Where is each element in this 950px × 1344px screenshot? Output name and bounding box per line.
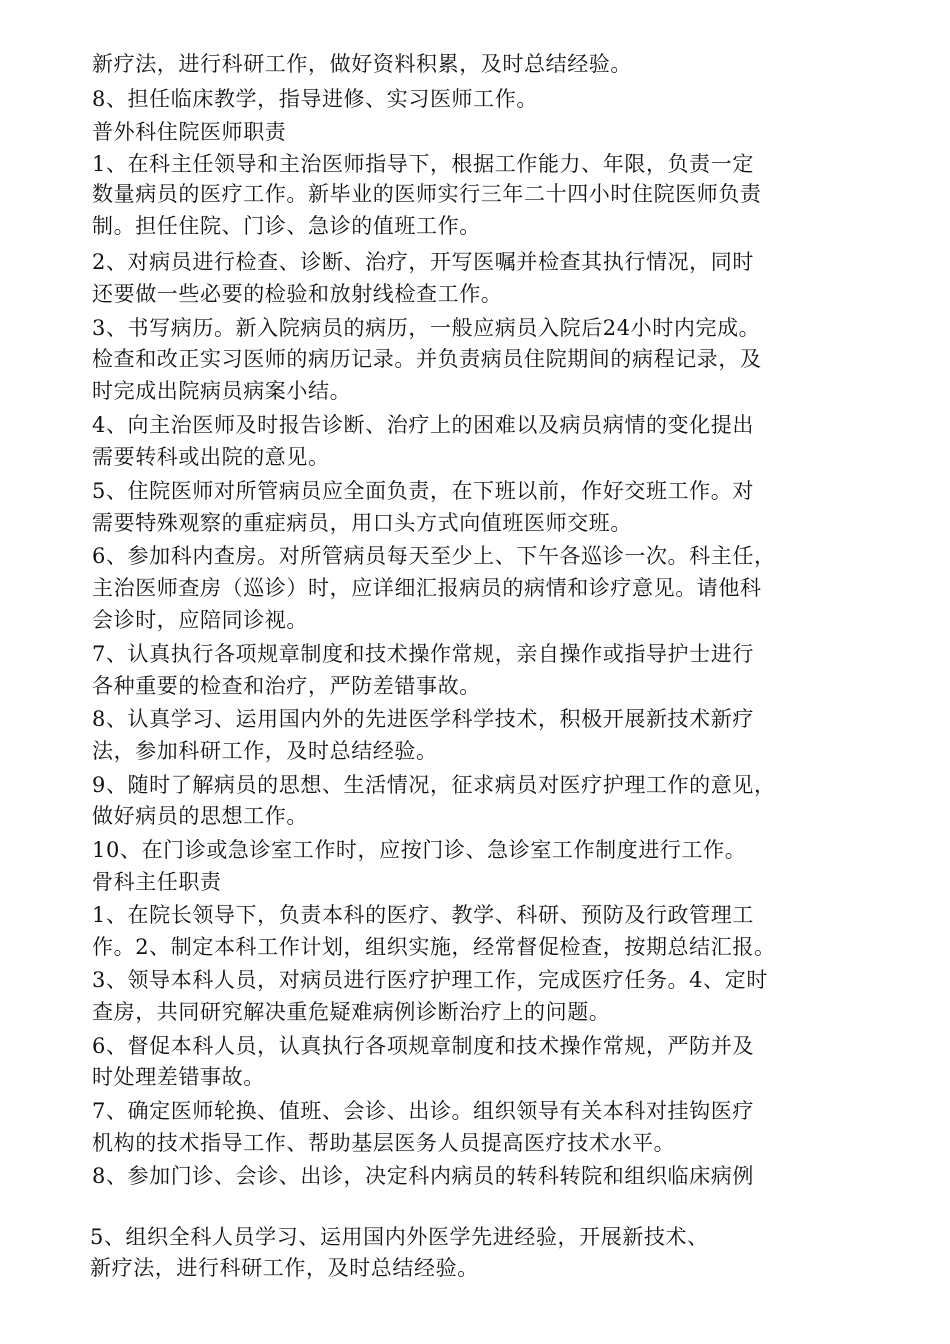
text-line: 6、参加科内查房。对所管病员每天至少上、下午各巡诊一次。科主任， (92, 544, 776, 568)
text-line: 5、住院医师对所管病员应全面负责，在下班以前，作好交班工作。对 (92, 479, 754, 503)
text-line: 1、在院长领导下，负责本科的医疗、教学、科研、预防及行政管理工 (92, 903, 754, 927)
text-line: 法，参加科研工作，及时总结经验。 (92, 739, 438, 763)
text-line: 主治医师查房（巡诊）时，应详细汇报病员的病情和诊疗意见。请他科 (92, 576, 762, 600)
text-line: 时完成出院病员病案小结。 (92, 379, 352, 403)
text-line: 时处理差错事故。 (92, 1065, 265, 1089)
text-line: 1、在科主任领导和主治医师指导下，根据工作能力、年限，负责一定 (92, 152, 754, 176)
footer-line: 新疗法，进行科研工作，及时总结经验。 (90, 1256, 479, 1280)
text-line: 8、认真学习、运用国内外的先进医学科学技术，积极开展新技术新疗 (92, 707, 754, 731)
text-line: 作。2、制定本科工作计划，组织实施，经常督促检查，按期总结汇报。 (92, 935, 776, 959)
section-heading: 骨科主任职责 (92, 870, 222, 894)
text-line: 9、随时了解病员的思想、生活情况，征求病员对医疗护理工作的意见， (92, 773, 776, 797)
text-line: 做好病员的思想工作。 (92, 804, 308, 828)
text-line: 3、领导本科人员，对病员进行医疗护理工作，完成医疗任务。4、定时 (92, 968, 768, 992)
text-line: 机构的技术指导工作、帮助基层医务人员提高医疗技术水平。 (92, 1131, 676, 1155)
text-line: 各种重要的检查和治疗，严防差错事故。 (92, 674, 481, 698)
text-line: 检查和改正实习医师的病历记录。并负责病员住院期间的病程记录，及 (92, 347, 762, 371)
text-line: 10、在门诊或急诊室工作时，应按门诊、急诊室工作制度进行工作。 (92, 838, 747, 862)
text-line: 数量病员的医疗工作。新毕业的医师实行三年二十四小时住院医师负责 (92, 182, 762, 206)
text-line: 8、参加门诊、会诊、出诊，决定科内病员的转科转院和组织临床病例 (92, 1164, 754, 1188)
text-line: 新疗法，进行科研工作，做好资料积累，及时总结经验。 (92, 52, 632, 76)
text-line: 6、督促本科人员，认真执行各项规章制度和技术操作常规，严防并及 (92, 1034, 754, 1058)
text-line: 3、书写病历。新入院病员的病历，一般应病员入院后24小时内完成。 (92, 316, 761, 340)
footer-line: 5、组织全科人员学习、运用国内外医学先进经验，开展新技术、 (90, 1225, 709, 1249)
text-line: 4、向主治医师及时报告诊断、治疗上的困难以及病员病情的变化提出 (92, 413, 754, 437)
text-line: 7、认真执行各项规章制度和技术操作常规，亲自操作或指导护士进行 (92, 642, 754, 666)
text-line: 制。担任住院、门诊、急诊的值班工作。 (92, 214, 481, 238)
text-line: 需要特殊观察的重症病员，用口头方式向值班医师交班。 (92, 511, 632, 535)
text-line: 需要转科或出院的意见。 (92, 445, 330, 469)
text-line: 2、对病员进行检查、诊断、治疗，开写医嘱并检查其执行情况，同时 (92, 250, 754, 274)
text-line: 会诊时，应陪同诊视。 (92, 608, 308, 632)
text-line: 还要做一些必要的检验和放射线检查工作。 (92, 282, 503, 306)
text-line: 7、确定医师轮换、值班、会诊、出诊。组织领导有关本科对挂钩医疗 (92, 1099, 754, 1123)
text-line: 查房，共同研究解决重危疑难病例诊断治疗上的问题。 (92, 1000, 611, 1024)
section-heading: 普外科住院医师职责 (92, 120, 287, 144)
text-line: 8、担任临床教学，指导进修、实习医师工作。 (92, 87, 538, 111)
